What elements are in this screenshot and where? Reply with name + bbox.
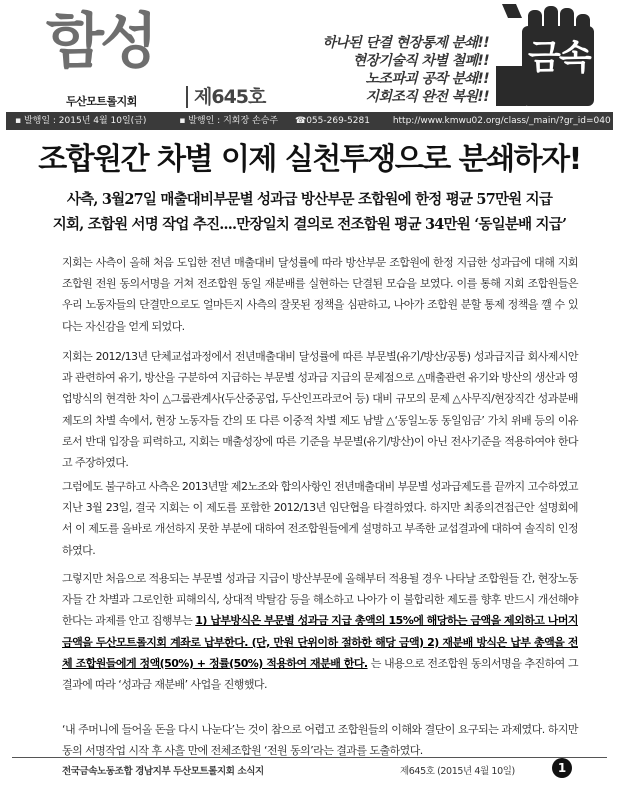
page-number: 1 xyxy=(552,758,572,778)
subheadline-2: 지회, 조합원 서명 작업 추진....만장일치 결의로 전조합원 평균 34만원 ‘동일분배 지급’ xyxy=(52,216,567,233)
issue-number: 제645호 xyxy=(186,86,265,108)
masthead xyxy=(6,4,613,110)
union-name: 두산모트롤지회 xyxy=(66,95,137,108)
slogan-list xyxy=(274,34,489,106)
paragraph-4-text-b: 는 내용으로 전조합원 동의서명을 추진하여 그 결과에 따라 ‘성과금 재분배’ 사업을 진행했다. xyxy=(62,656,578,692)
subheadline-1: 사측, 3월27일 매출대비부문별 성과급 방산부문 조합원에 한정 평균 57만원 지급 xyxy=(66,191,553,208)
publication-info-bar xyxy=(6,112,613,130)
logo-title: 함성 xyxy=(46,7,154,77)
paragraph-1: 지회는 사측이 올해 처음 도입한 전년 매출대비 달성률에 따라 방산부문 조합원에 한정 지급한 성과급에 대해 지회 조합원 전원 동의서명을 거쳐 전조합원 동일 재분배를 실현하는 단결된 모습을 보였다. 이를 통해 지회 조합원들은 우리 노동자들의 단결만으로도 얼마든지 사측의 잘못된 정책을 심판하고, 나아가 조합원 분할 통제 정책을 깰 수 있다는 자신감을 얻게 되었다. xyxy=(62,256,578,333)
paragraph-4-text-a: 그렇지만 처음으로 적용되는 부문별 성과급 지급이 방산부문에 올해부터 적용될 경우 나타날 조합원들 간, 현장노동자들 간 차별과 그로인한 피해의식, 상대적 박탈감 등을 해소하고 나아가 이 불합리한 제도를 향후 반드시 개선해야 한다는 과제를 안고 집행부는 xyxy=(62,572,578,628)
publisher: ▪ 발행인 : 지회장 손승주 xyxy=(179,116,279,126)
emblem-label: 금속 xyxy=(528,38,590,78)
phone-number: ☎055-269-5281 xyxy=(294,116,370,126)
footer-issue-date: 제645호 (2015년 4월 10일) xyxy=(400,766,515,777)
paragraph-4 xyxy=(62,568,578,695)
paragraph-5: ‘내 주머니에 들어올 돈을 다시 나눈다’는 것이 참으로 어렵고 조합원들의 이해와 결단이 요구되는 과제였다. 하지만 동의 서명작업 시작 후 사흘 만에 전체조합원 ‘전원 동의’라는 결과를 도출하였다. xyxy=(62,723,578,758)
slogan-item: 현장기술직 차별 철폐!! xyxy=(352,53,489,69)
footer-publication-name: 전국금속노동조합 경남지부 두산모트롤지회 소식지 xyxy=(62,766,264,777)
slogan-item: 노조파괴 공작 분쇄!! xyxy=(365,71,489,87)
footer-divider xyxy=(12,757,607,758)
paragraph-2: 지회는 2012/13년 단체교섭과정에서 전년매출대비 달성률에 따른 부문별(유기/방산/공통) 성과급지급 회사제시안과 관련하여 유기, 방산을 구분하여 지급하는 부문별 성과급 지급의 문제점으로 △매출관련 유기와 방산의 생산과 영업방식의 현격한 차이 △그룹관계사(두산중공업, 두산인프라코어 등) 대비 규모의 문제 △사무직/현장직간 성과분배제도의 차별 속에서, 현장 노동자들 간의 또 다른 이중적 차별 제도 남발 △‘동일노동 동일임금’ 가치 위배 등의 이유로서 반대 입장을 피력하고, 지회는 매출성장에 따른 기준을 부문별(유기/방산)이 아닌 전사기준을 적용하여야 한다고 주장하였다. xyxy=(62,350,578,470)
website-link[interactable]: http://www.kmwu02.org/class/_main/?gr_id=040 xyxy=(392,116,611,126)
publish-date: ▪ 발행일 : 2015년 4월 10일(금) xyxy=(15,116,147,126)
paragraph-4-highlight: 1) 납부방식은 부문별 성과금 지급 총액의 15%에 해당하는 금액을 제외하고 나머지 금액을 두산모트롤지회 계좌로 납부한다. (단, 만원 단위이하 절하한 해당 금액) 2) 재분배 방식은 납부 총액을 전체 조합원들에게 정액(50%) + 정률(50%) 적용하여 재분배 한다. xyxy=(62,614,578,670)
slogan-item: 하나된 단결 현장통제 분쇄!! xyxy=(322,35,489,51)
main-headline: 조합원간 차별 이제 실천투쟁으로 분쇄하자! xyxy=(38,142,581,177)
slogan-item: 지회조직 완전 복원!! xyxy=(365,89,489,105)
paragraph-3: 그럼에도 불구하고 사측은 2013년말 제2노조와 합의사항인 전년매출대비 부문별 성과급제도를 끝까지 고수하였고 지난 3월 23일, 결국 지회는 이 제도를 포함한 2012/13년 임단협을 타결하였다. 하지만 최종의견접근안 설명회에서 이 제도를 올바로 개선하지 못한 부분에 대하여 전조합원들에게 설명하고 부족한 교섭결과에 대하여 솔직히 인정하였다. xyxy=(62,480,578,557)
